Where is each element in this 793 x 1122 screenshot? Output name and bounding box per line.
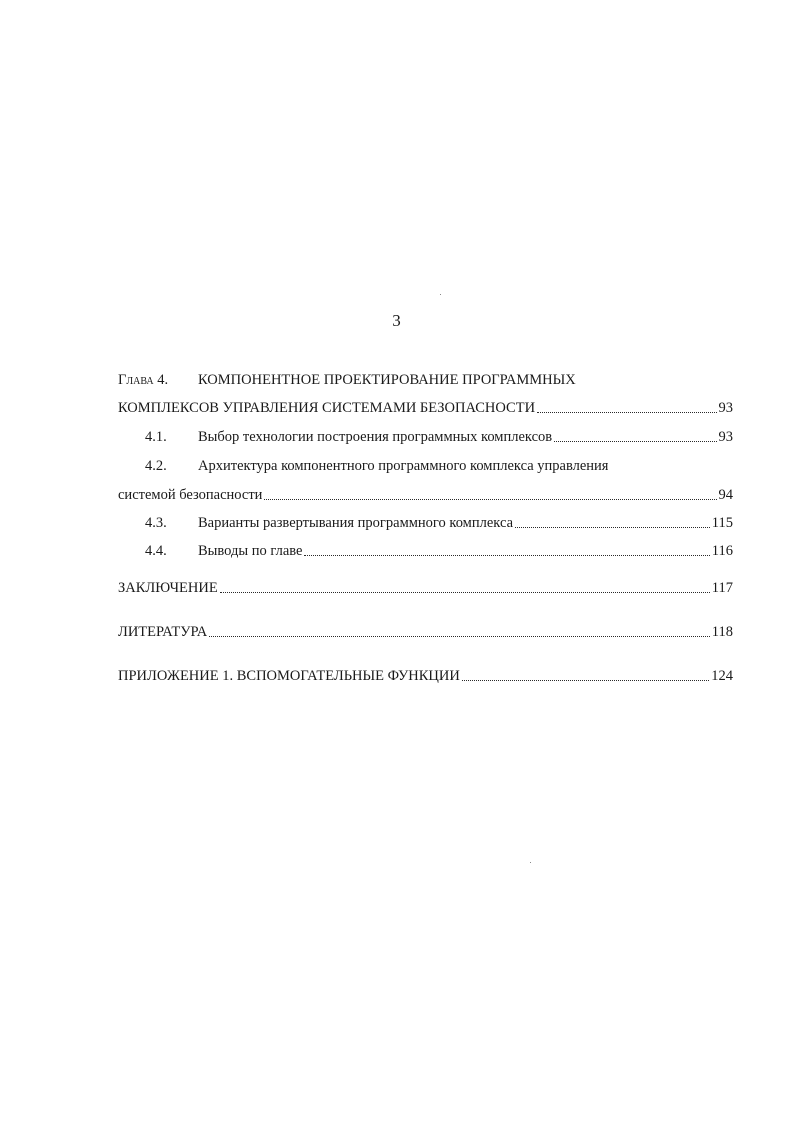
section-title-line1: Архитектура компонентного программного комплекса управления <box>198 458 609 474</box>
section-page: 94 <box>718 487 733 503</box>
appendix-page: 124 <box>711 668 733 684</box>
section-page: 116 <box>711 543 733 559</box>
chapter-title-line2: КОМПЛЕКСОВ УПРАВЛЕНИЯ СИСТЕМАМИ БЕЗОПАСНОСТИ <box>118 400 536 416</box>
section-title: Выбор технологии построения программных комплексов <box>198 429 553 445</box>
toc-section-4-2-cont[interactable] <box>118 486 733 504</box>
section-page: 93 <box>718 429 733 445</box>
section-number: 4.4. <box>145 543 167 559</box>
conclusion-title: ЗАКЛЮЧЕНИЕ <box>118 580 218 596</box>
conclusion-page: 117 <box>711 580 733 596</box>
dot-leader <box>304 555 709 556</box>
scan-speck <box>530 862 531 863</box>
toc-section-4-2[interactable] <box>145 457 733 475</box>
section-number: 4.1. <box>145 429 167 445</box>
chapter-page: 93 <box>718 400 733 416</box>
dot-leader <box>209 636 710 637</box>
literature-title: ЛИТЕРАТУРА <box>118 624 208 640</box>
toc-literature[interactable] <box>118 623 733 641</box>
dot-leader <box>554 441 716 442</box>
toc-chapter-4-heading-cont[interactable] <box>118 399 733 417</box>
dot-leader <box>515 527 710 528</box>
toc-chapter-4-heading[interactable] <box>118 371 733 389</box>
section-title: Выводы по главе <box>198 543 303 559</box>
toc-appendix-1[interactable] <box>118 667 733 685</box>
dot-leader <box>220 592 710 593</box>
chapter-label: Глава 4. <box>118 372 169 388</box>
dot-leader <box>462 680 709 681</box>
dot-leader <box>264 499 716 500</box>
section-number: 4.3. <box>145 515 167 531</box>
toc-section-4-3[interactable] <box>145 514 733 532</box>
toc-section-4-1[interactable] <box>145 428 733 446</box>
section-number: 4.2. <box>145 458 167 474</box>
section-page: 115 <box>711 515 733 531</box>
chapter-title-line1: КОМПОНЕНТНОЕ ПРОЕКТИРОВАНИЕ ПРОГРАММНЫХ <box>198 372 576 388</box>
appendix-title: ПРИЛОЖЕНИЕ 1. ВСПОМОГАТЕЛЬНЫЕ ФУНКЦИИ <box>118 668 460 684</box>
toc-section-4-4[interactable] <box>145 542 733 560</box>
section-title: Варианты развертывания программного комплекса <box>198 515 514 531</box>
scan-speck <box>440 294 441 295</box>
literature-page: 118 <box>711 624 733 640</box>
section-title-line2: системой безопасности <box>118 487 263 503</box>
toc-conclusion[interactable] <box>118 579 733 597</box>
page-number: 3 <box>392 311 401 330</box>
dot-leader <box>537 412 716 413</box>
